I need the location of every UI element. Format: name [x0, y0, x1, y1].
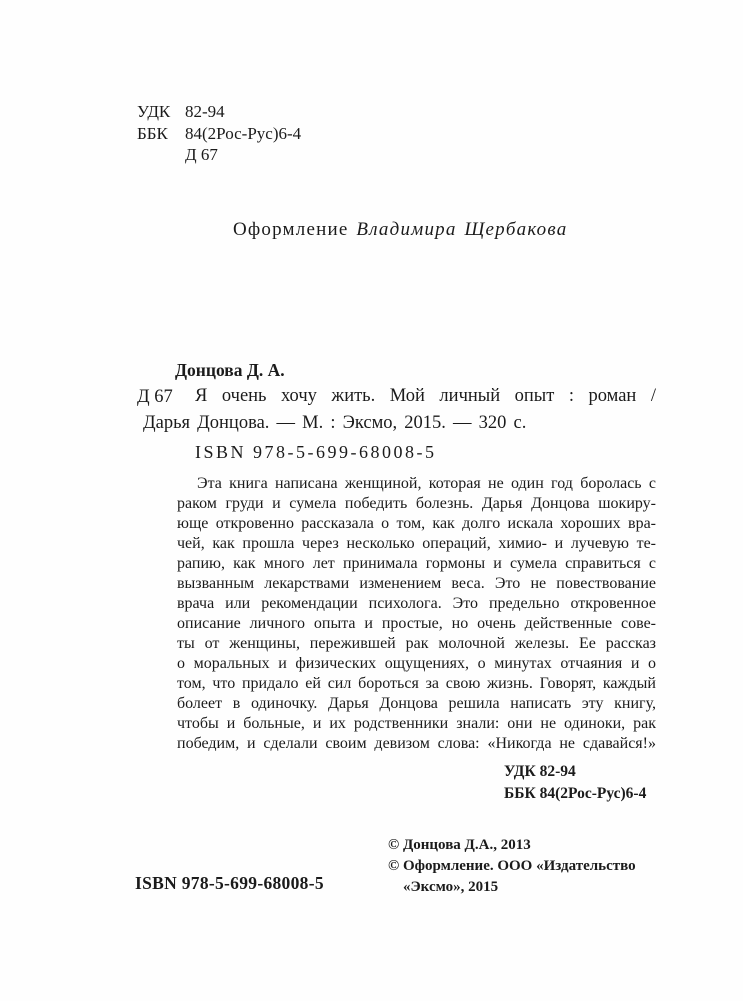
annotation-line: о моральных и физических ощущениях, о минутах отчаяния и о	[177, 655, 656, 672]
bbk-row	[137, 123, 301, 145]
card-number-row	[137, 144, 301, 166]
copyright-author: © Донцова Д.А., 2013	[388, 837, 531, 853]
udk-label: УДК	[137, 102, 171, 121]
annotation-line: рапию, как много лет принимала гормоны и сумела справиться с	[177, 555, 656, 572]
design-credit-prefix: Оформление	[233, 219, 349, 240]
design-credit	[233, 219, 567, 241]
annotation-paragraph	[177, 474, 656, 754]
annotation-line: победим, и сделали своим девизом слова: «Никогда не сдавайся!»	[177, 735, 656, 752]
catalog-card-title-line1: Я очень хочу жить. Мой личный опыт : роман /	[195, 386, 656, 406]
udk-row	[137, 101, 301, 123]
catalog-card-code: Д 67	[137, 387, 173, 407]
bbk-label: ББК	[137, 123, 168, 143]
isbn-bottom: ISBN 978-5-699-68008-5	[135, 873, 324, 893]
annotation-line: болеет в одиночку. Дарья Донцова решила написать эту книгу,	[177, 695, 656, 712]
catalog-card-author: Донцова Д. А.	[175, 360, 285, 380]
card-number-spacer	[137, 144, 185, 166]
classification-block-top	[137, 101, 301, 166]
annotation-line: юще откровенно рассказала о том, как долго искала хороших вра-	[177, 515, 656, 532]
annotation-line: ты от женщины, пережившей рак молочной железы. Ее рассказ	[177, 635, 656, 652]
annotation-line: раком груди и сумела победить болезнь. Дарья Донцова шокиру-	[177, 495, 656, 512]
annotation-line: чтобы и больные, и их родственники знали: они не одиноки, рак	[177, 715, 656, 732]
annotation-line: врача или рекомендации психолога. Это предельно откровенное	[177, 595, 656, 612]
bbk-bottom: ББК 84(2Рос-Рус)6-4	[504, 785, 647, 802]
card-number: Д 67	[185, 145, 218, 164]
catalog-card-title-line2: Дарья Донцова. — М. : Эксмо, 2015. — 320 с.	[143, 413, 527, 433]
udk-bottom: УДК 82-94	[504, 763, 576, 780]
annotation-line: вызванным лекарствами изменением веса. Это не повествование	[177, 575, 656, 592]
classification-block-bottom	[504, 761, 646, 805]
annotation-line: описание личного опыта и простые, но очень действенные сове-	[177, 615, 656, 632]
bbk-value: 84(2Рос-Рус)6-4	[185, 123, 302, 143]
design-credit-name: Владимира Щербакова	[356, 219, 568, 240]
copyright-publisher-line2: «Эксмо», 2015	[403, 879, 499, 895]
annotation-line: том, что придало ей сил бороться за свою жизнь. Говорят, каждый	[177, 675, 656, 692]
isbn-top: ISBN 978-5-699-68008-5	[195, 442, 437, 462]
copyright-publisher-line1: © Оформление. ООО «Издательство	[388, 858, 636, 874]
udk-value: 82-94	[185, 102, 225, 121]
annotation-line: Эта книга написана женщиной, которая не один год боролась с	[197, 475, 656, 492]
annotation-line: чей, как прошла через несколько операций, химио- и лучевую те-	[177, 535, 656, 552]
copyright-block	[388, 835, 636, 898]
